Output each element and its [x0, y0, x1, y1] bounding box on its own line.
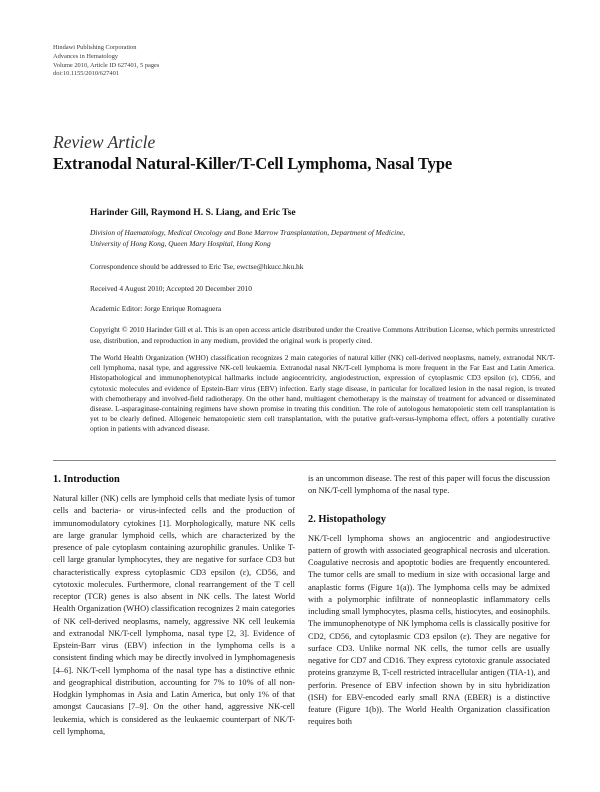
publisher-line: Hindawi Publishing Corporation — [53, 44, 137, 51]
doi-line: doi:10.1155/2010/627401 — [53, 70, 119, 78]
journal-header — [53, 44, 159, 79]
journal-name: Advances in Hematology — [53, 52, 118, 60]
left-column — [53, 473, 295, 738]
affiliation — [90, 228, 555, 249]
body-paragraph: NK/T-cell lymphoma shows an angiocentric and angiodestructive pattern of growth with associated geographical necrosis and ulceration. Coagulative necrosis and apoptotic bodies are frequently encountered. The tumor cells are small to medium in size with occasional large and anaplastic forms (Figure 1(a)). The lymphoma cells may be admixed with a polymorphic infiltrate of nonneoplastic inflammatory cells including small lymphocytes, plasma cells, histiocytes, and eosinophils. The immunophenotype of NK lymphoma cells is classically positive for CD2, CD56, and cytoplasmic CD3 epsilon (ε). They are negative for surface CD3. Unlike normal NK cells, the tumor cells are usually negative for CD7 and CD16. They express cytotoxic granule associated proteins granzyme B, T-cell restricted intracellular antigen (TIA-1), and perforin. Presence of EBV infection shown by in situ hybridization (ISH) for EBV-encoded early small RNA (EBER) is a distinctive feature (Figure 1(b)). The World Health Organization classification requires both — [308, 533, 550, 727]
article-type: Review Article — [53, 132, 156, 152]
section-divider — [53, 460, 556, 461]
author-list: Harinder Gill, Raymond H. S. Liang, and Eric Tse — [90, 207, 296, 218]
section-heading: 1. Introduction — [53, 474, 120, 485]
received-dates: Received 4 August 2010; Accepted 20 December 2010 — [90, 284, 252, 293]
copyright-notice: Copyright © 2010 Harinder Gill et al. This is an open access article distributed under the Creative Commons Attribution License, which permits unrestricted use, distribution, and reproduction in any medium, provided the original work is properly cited. — [90, 325, 555, 345]
right-column — [308, 473, 550, 729]
section-heading: 2. Histopathology — [308, 513, 386, 525]
volume-line: Volume 2010, Article ID 627401, 5 pages — [53, 61, 160, 69]
academic-editor: Academic Editor: Jorge Enrique Romaguera — [90, 304, 222, 313]
affiliation-line: University of Hong Kong, Queen Mary Hospital, Hong Kong — [90, 238, 271, 248]
body-paragraph: Natural killer (NK) cells are lymphoid cells that mediate lysis of tumor cells and bacteria- or virus-infected cells and the production of immunomodulatory cytokines [1]. Morphologically, mature NK cells are large granular lymphoid cells, which are characterized by the presence of pale cytoplasm containing azurophilic granules. Unlike T-cell large granular lymphocytes, they are negative for surface CD3 but characteristically express cytoplasmic CD3 epsilon (ε), CD56, and cytotoxic molecules. Furthermore, clonal rearrangement of the T cell receptor (TCR) genes is also absent in NK cells. The latest World Health Organization (WHO) classification recognizes 2 main categories of NK cell-derived neoplasms, namely, aggressive NK cell leukemia and extranodal NK/T-cell lymphoma, nasal type [2, 3]. Evidence of Epstein-Barr virus (EBV) infection in the lymphoma cells is a consistent finding which may be directly involved in lymphomagenesis [4–6]. NK/T-cell lymphoma of the nasal type has a distinctive ethnic and geographical distribution, accounting for 7% to 10% of all non-Hodgkin lymphomas in Asia and Latin America, but only 1% of that amongst Caucasians [7–9]. On the other hand, aggressive NK-cell leukemia, which is considered as the leukaemic counterpart of NK/T-cell lymphoma, — [53, 494, 295, 736]
correspondence: Correspondence should be addressed to Eric Tse, ewctse@hkucc.hku.hk — [90, 262, 304, 271]
article-title: Extranodal Natural-Killer/T-Cell Lymphoma, Nasal Type — [53, 154, 453, 173]
affiliation-line: Division of Haematology, Medical Oncology and Bone Marrow Transplantation, Department of Medicine, — [90, 228, 406, 237]
body-paragraph: is an uncommon disease. The rest of this paper will focus the discussion on NK/T-cell lymphoma of the nasal type. — [308, 474, 550, 496]
abstract: The World Health Organization (WHO) classification recognizes 2 main categories of natural killer (NK) cell-derived neoplasms, namely, extranodal NK/T-cell lymphoma, nasal type, and aggressive NK-cell leukaemia. Extranodal nasal NK/T-cell lymphoma is more frequent in the Far East and Latin America. Histopathological and immunophenotypical hallmarks include angiocentricity, angiodestruction, expression of cytoplasmic CD3 epsilon (ε), CD56, and cytotoxic molecules and evidence of Epstein-Barr virus (EBV) infection. Early stage disease, in particular for localized lesion in the nasal region, is treated with chemotherapy and involved-field radiotherapy. On the other hand, multiagent chemotherapy is the mainstay of treatment for advanced or disseminated disease. L-asparaginase-containing regimens have shown promise in treating this condition. The role of autologous hematopoietic stem cell transplantation is yet to be clearly defined. Allogeneic hematopoietic stem cell transplantation, with the putative graft-versus-lymphoma effect, offers a potentially curative option in patients with advanced disease. — [90, 353, 555, 434]
